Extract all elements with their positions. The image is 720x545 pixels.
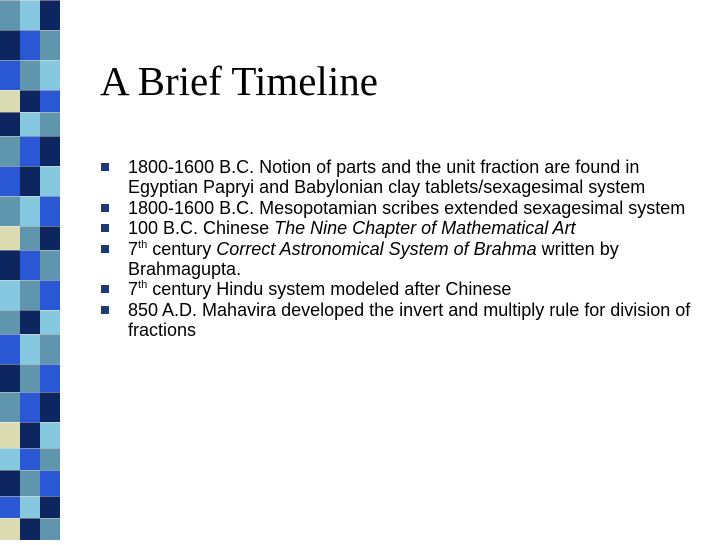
stripe-block <box>40 0 60 30</box>
stripe-pattern-graphic <box>0 0 60 540</box>
square-bullet-icon <box>101 245 109 253</box>
stripe-block <box>40 518 60 540</box>
stripe-separator <box>0 422 60 423</box>
stripe-separator <box>0 334 60 335</box>
stripe-block <box>20 470 40 496</box>
ordinal-number: 7 <box>128 238 139 259</box>
stripe-separator <box>0 392 60 393</box>
stripe-block <box>40 448 60 470</box>
bullet-text: 850 A.D. Mahavira developed the invert and multiply rule for division of fractions <box>128 299 691 341</box>
decorative-stripe-bar <box>0 0 60 540</box>
stripe-block <box>0 250 20 280</box>
stripe-block <box>20 496 40 518</box>
stripe-block <box>40 250 60 280</box>
stripe-block <box>0 90 20 112</box>
stripe-separator <box>0 0 60 1</box>
square-bullet-icon <box>101 204 109 212</box>
stripe-block <box>20 280 40 310</box>
slide-title: A Brief Timeline <box>100 58 378 104</box>
stripe-block <box>20 250 40 280</box>
stripe-block <box>40 136 60 166</box>
stripe-block <box>20 364 40 392</box>
stripe-separator <box>0 364 60 365</box>
bullet-text-prefix: 100 B.C. Chinese <box>128 218 275 239</box>
stripe-block <box>40 226 60 250</box>
bullet-text: 1800-1600 B.C. Mesopotamian scribes extended sexagesimal system <box>128 197 686 218</box>
stripe-separator <box>0 448 60 449</box>
square-bullet-icon <box>101 306 109 314</box>
stripe-block <box>0 30 20 60</box>
stripe-block <box>40 60 60 90</box>
stripe-block <box>40 280 60 310</box>
stripe-block <box>40 422 60 448</box>
stripe-block <box>40 310 60 334</box>
bullet-item <box>100 157 700 198</box>
stripe-block <box>0 60 20 90</box>
stripe-block <box>0 334 20 364</box>
ordinal-number: 7 <box>128 279 139 300</box>
stripe-separator <box>0 60 60 61</box>
ordinal-suffix: th <box>138 279 148 292</box>
stripe-block <box>0 470 20 496</box>
stripe-separator <box>0 518 60 519</box>
stripe-block <box>40 112 60 136</box>
square-bullet-icon <box>101 285 109 293</box>
stripe-block <box>20 422 40 448</box>
book-title: Correct Astronomical System of Brahma <box>216 238 537 259</box>
stripe-block <box>20 0 40 30</box>
stripe-separator <box>0 30 60 31</box>
stripe-block <box>20 334 40 364</box>
stripe-block <box>0 196 20 226</box>
stripe-block <box>0 392 20 422</box>
stripe-block <box>20 196 40 226</box>
stripe-separator <box>0 226 60 227</box>
ordinal-suffix: th <box>138 238 148 251</box>
stripe-separator <box>0 310 60 311</box>
stripe-separator <box>0 136 60 137</box>
bullet-item <box>100 300 700 341</box>
stripe-block <box>0 112 20 136</box>
stripe-block <box>0 496 20 518</box>
stripe-separator <box>0 470 60 471</box>
bullet-item <box>100 279 700 299</box>
stripe-block <box>40 30 60 60</box>
stripe-separator <box>0 90 60 91</box>
book-title: The Nine Chapter of Mathematical Art <box>274 218 576 239</box>
stripe-block <box>20 166 40 196</box>
stripe-block <box>40 90 60 112</box>
stripe-block <box>20 112 40 136</box>
stripe-separator <box>0 280 60 281</box>
bullet-item <box>100 198 700 218</box>
stripe-block <box>20 30 40 60</box>
stripe-block <box>20 136 40 166</box>
stripe-block <box>40 364 60 392</box>
stripe-separator <box>0 196 60 197</box>
stripe-block <box>0 310 20 334</box>
stripe-block <box>20 392 40 422</box>
stripe-block <box>0 518 20 540</box>
bullet-text-prefix: century <box>147 238 217 259</box>
stripe-block <box>20 518 40 540</box>
stripe-block <box>0 448 20 470</box>
stripe-block <box>0 136 20 166</box>
stripe-separator <box>0 166 60 167</box>
stripe-block <box>0 166 20 196</box>
stripe-block <box>0 422 20 448</box>
stripe-block <box>40 334 60 364</box>
bullet-text: 1800-1600 B.C. Notion of parts and the unit fraction are found in Egyptian Papryi and Babylonian clay tablets/sexagesimal system <box>128 157 646 198</box>
stripe-block <box>0 280 20 310</box>
stripe-block <box>20 448 40 470</box>
stripe-separator <box>0 112 60 113</box>
stripe-block <box>20 226 40 250</box>
stripe-block <box>0 364 20 392</box>
stripe-block <box>40 196 60 226</box>
stripe-block <box>20 90 40 112</box>
stripe-block <box>40 496 60 518</box>
bullet-item <box>100 239 700 280</box>
stripe-block <box>40 470 60 496</box>
bullet-text-suffix: written by Brahmagupta. <box>128 238 619 280</box>
stripe-block <box>40 166 60 196</box>
square-bullet-icon <box>101 163 109 171</box>
stripe-block <box>20 310 40 334</box>
stripe-block <box>0 0 20 30</box>
bullet-text-suffix: century Hindu system modeled after Chinese <box>147 279 512 300</box>
stripe-block <box>0 226 20 250</box>
bullet-item <box>100 218 700 238</box>
stripe-block <box>40 392 60 422</box>
stripe-block <box>20 60 40 90</box>
stripe-separator <box>0 250 60 251</box>
stripe-separator <box>0 496 60 497</box>
timeline-bullet-list <box>100 157 700 341</box>
square-bullet-icon <box>101 224 109 232</box>
